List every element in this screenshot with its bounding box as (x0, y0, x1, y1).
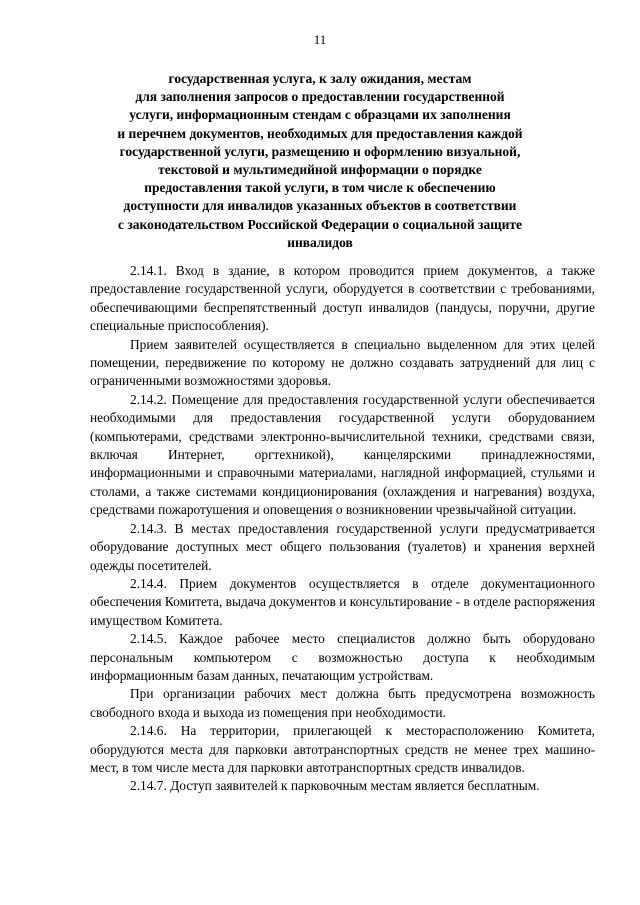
paragraph-workplaces: При организации рабочих мест должна быть предусмотрена возможность свободного входа и выхода из помещения при необходимости. (90, 686, 595, 720)
paragraph-2-14-1: 2.14.1. Вход в здание, в котором проводится прием документов, а также предоставление государственной услуги, оборудуется в соответствии с требованиями, обеспечивающими беспрепятственный доступ инвалидов (пандусы, поручни, другие специальные приспособления). (90, 263, 595, 334)
document-body (90, 262, 595, 796)
paragraph-2-14-4: 2.14.4. Прием документов осуществляется в отделе документационного обеспечения Комитета, выдача документов и консультирование - в отделе распоряжения имуществом Комитета. (90, 575, 595, 628)
paragraph-2-14-3: 2.14.3. В местах предоставления государственной услуги предусматривается оборудование доступных мест общего пользования (туалетов) и хранения верхней одежды посетителей. (90, 520, 595, 573)
heading-line: услуги, информационным стендам с образцами их заполнения (129, 107, 511, 123)
paragraph-2-14-6: 2.14.6. На территории, прилегающей к месторасположению Комитета, оборудуются места для парковки автотранспортных средств не менее трех машино-мест, в том числе места для парковки автотранспортных средств инвалидов. (90, 723, 595, 775)
heading-line: и перечнем документов, необходимых для предоставления каждой (117, 125, 523, 141)
heading-line: с законодательством Российской Федерации о социальной защите (117, 216, 523, 232)
heading-line: государственной услуги, размещению и оформлению визуальной, (119, 143, 521, 159)
paragraph-2-14-5: 2.14.5. Каждое рабочее место специалистов должно быть оборудовано персональным компьютером с возможностью доступа к необходимым информационным базам данных, печатающим устройствам. (90, 631, 595, 683)
heading-line: текстовой и мультимедийной информации о порядке (158, 162, 482, 178)
paragraph-2-14-2: 2.14.2. Помещение для предоставления государственной услуги обеспечивается необходимыми для предоставления государственной услуги оборудованием (компьютерами, средствами электронно-вычислительной техники, средствами связи, включая Интернет, оргтехникой), канцелярскими принадлежностями, информационными и справочными материалами, наглядной информацией, стульями и столами, а также системами кондиционирования (охлаждения и нагревания) воздуха, средствами пожаротушения и оповещения о возникновении чрезвычайной ситуации. (90, 391, 595, 518)
paragraph-2-14-7: 2.14.7. Доступ заявителей к парковочным местам является бесплатным. (130, 778, 540, 794)
heading-line: предоставления такой услуги, в том числе к обеспечению (144, 180, 496, 196)
heading-line: доступности для инвалидов указанных объектов в соответствии (123, 198, 517, 214)
paragraph-reception: Прием заявителей осуществляется в специально выделенном для этих целей помещении, передвижение по которому не должно создавать затруднений для лиц с ограниченными возможностями здоровья. (90, 336, 595, 389)
heading-line: для заполнения запросов о предоставлении государственной (135, 89, 505, 105)
section-heading (100, 70, 540, 252)
heading-line: инвалидов (287, 234, 353, 250)
heading-line: государственная услуга, к залу ожидания, местам (168, 71, 472, 86)
page-number: 11 (313, 32, 327, 47)
